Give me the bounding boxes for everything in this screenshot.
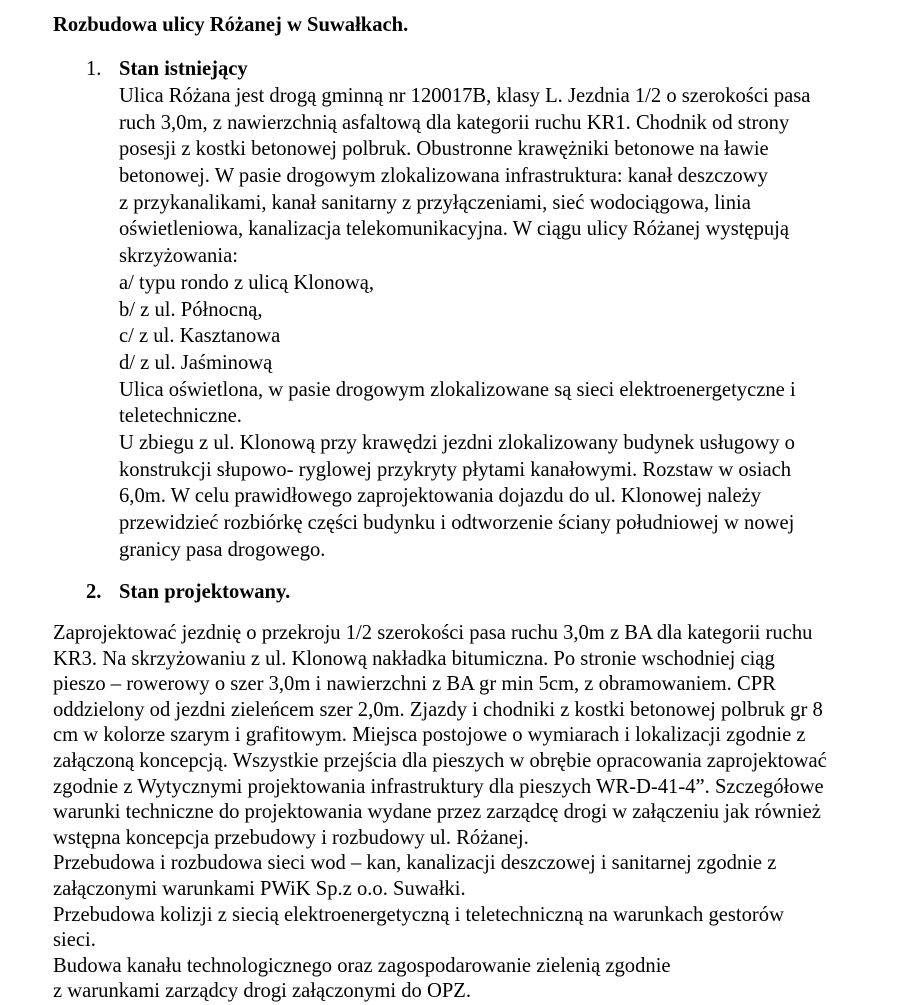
section-2-line: KR3. Na skrzyżowaniu z ul. Klonową nakładka bitumiczna. Po stronie wschodniej ciąg	[53, 647, 775, 670]
section-1-list-item: a/ typu rondo z ulicą Klonową,	[119, 271, 375, 294]
section-1-line: betonowej. W pasie drogowym zlokalizowana infrastruktura: kanał deszczowy	[119, 165, 768, 188]
section-2-line: załączoną koncepcją. Wszystkie przejścia dla pieszych w obrębie opracowania zaprojektować	[53, 749, 827, 772]
section-1-line: granicy pasa drogowego.	[119, 538, 326, 561]
section-1-line: ruch 3,0m, z nawierzchnią asfaltową dla kategorii ruchu KR1. Chodnik od strony	[119, 111, 790, 134]
section-1-list-item: d/ z ul. Jaśminową	[119, 351, 273, 374]
section-2-heading: Stan projektowany.	[119, 581, 291, 603]
section-2-line: cm w kolorze szarym i grafitowym. Miejsca postojowe o wymiarach i lokalizacji zgodnie z	[53, 724, 806, 747]
section-1-line: 6,0m. W celu prawidłowego zaprojektowania dojazdu do ul. Klonowej należy	[119, 485, 762, 508]
section-2-line: Przebudowa i rozbudowa sieci wod – kan, kanalizacji deszczowej i sanitarnej zgodnie z	[53, 852, 777, 875]
section-1-line: przewidzieć rozbiórkę części budynku i odtworzenie ściany południowej w nowej	[119, 512, 795, 534]
section-2-line: sieci.	[53, 929, 96, 952]
section-1-line: z przykanalikami, kanał sanitarny z przyłączeniami, sieć wodociągowa, linia	[119, 191, 751, 214]
section-2-line: pieszo – rowerowy o szer 3,0m i nawierzchni z BA gr min 5cm, z obramowaniem. CPR	[53, 673, 776, 696]
section-1-heading: Stan istniejący	[119, 58, 248, 80]
section-2-line: załączonymi warunkami PWiK Sp.z o.o. Suwałki.	[53, 877, 466, 900]
section-2-line: Zaprojektować jezdnię o przekroju 1/2 szerokości pasa ruchu 3,0m z BA dla kategorii ruchu	[53, 622, 813, 644]
section-2-number: 2.	[86, 581, 102, 603]
section-1-line: posesji z kostki betonowej polbruk. Obustronne krawężniki betonowe na ławie	[119, 138, 769, 161]
section-1-line: U zbiegu z ul. Klonową przy krawędzi jezdni zlokalizowany budynek usługowy o	[119, 431, 795, 454]
section-1-list-item: c/ z ul. Kasztanowa	[119, 325, 281, 348]
section-2-line: wstępna koncepcja przebudowy i rozbudowy ul. Różanej.	[53, 826, 529, 849]
section-2-line: zgodnie z Wytycznymi projektowania infrastruktury dla pieszych WR-D-41-4”. Szczegółowe	[53, 775, 824, 798]
section-2-line: Przebudowa kolizji z siecią elektroenergetyczną i teletechniczną na warunkach gestorów	[53, 903, 784, 926]
section-1-line: teletechniczne.	[119, 405, 242, 428]
section-1-line: Ulica Różana jest drogą gminną nr 120017B, klasy L. Jezdnia 1/2 o szerokości pasa	[119, 85, 811, 107]
section-1-line: skrzyżowania:	[119, 245, 238, 268]
section-1-list-item: b/ z ul. Północną,	[119, 298, 263, 321]
section-2-body	[53, 621, 827, 1005]
section-1-line: Ulica oświetlona, w pasie drogowym zlokalizowane są sieci elektroenergetyczne i	[119, 378, 796, 401]
section-2-line: Budowa kanału technologicznego oraz zagospodarowanie zielenią zgodnie	[53, 954, 671, 977]
section-1-line: konstrukcji słupowo- ryglowej przykryty płytami kanałowymi. Rozstaw w osiach	[119, 458, 792, 481]
section-2-line: warunki techniczne do projektowania wydane przez zarządcę drogi w załączeniu jak również	[53, 801, 821, 824]
section-1-body	[119, 83, 810, 563]
section-1-line: oświetleniowa, kanalizacja telekomunikacyjna. W ciągu ulicy Różanej występują	[119, 218, 790, 241]
section-1-number: 1.	[86, 58, 102, 80]
section-2-line: z warunkami zarządcy drogi załączonymi do OPZ.	[53, 980, 471, 1003]
section-2-line: oddzielony od jezdni zieleńcem szer 2,0m. Zjazdy i chodniki z kostki betonowej polbruk gr 8	[53, 698, 823, 721]
document-title: Rozbudowa ulicy Różanej w Suwałkach.	[53, 14, 409, 36]
